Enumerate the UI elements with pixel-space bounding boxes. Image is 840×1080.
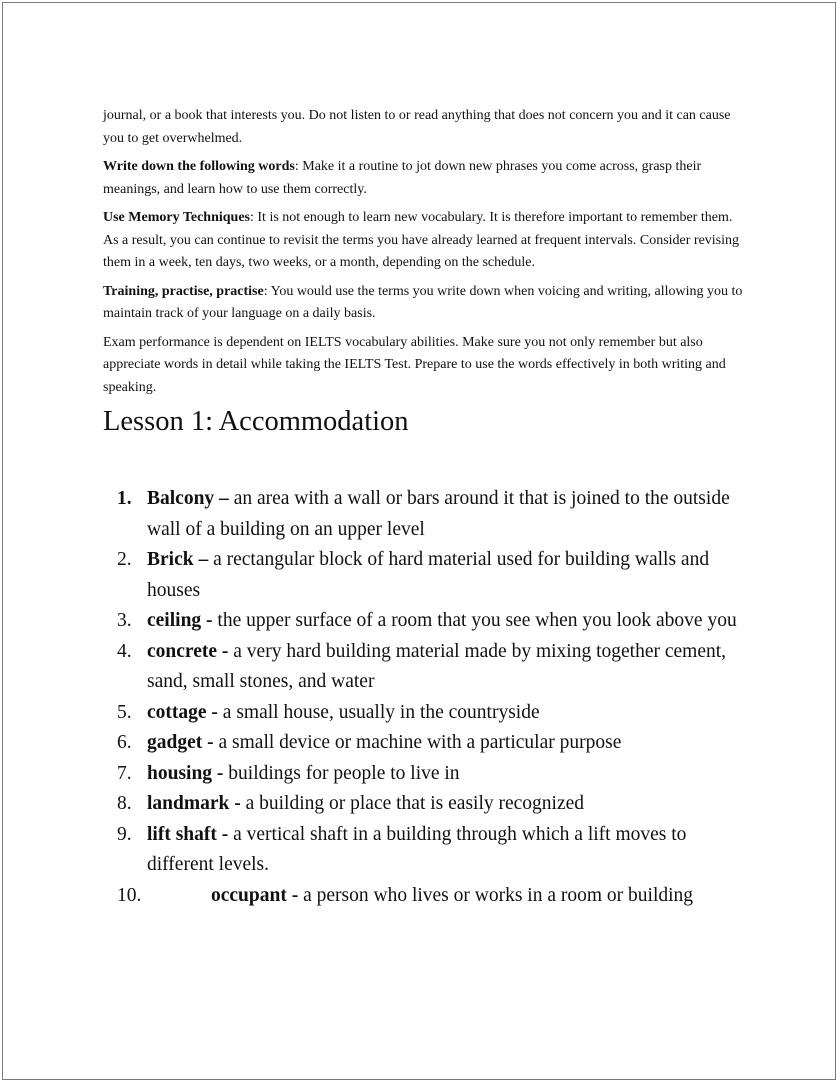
vocabulary-item bbox=[103, 545, 743, 606]
vocabulary-item bbox=[103, 820, 743, 881]
page-content bbox=[103, 105, 743, 911]
vocabulary-list bbox=[103, 484, 743, 911]
vocabulary-item bbox=[103, 484, 743, 545]
tip-memory-techniques bbox=[103, 207, 743, 275]
vocabulary-definition: an area with a wall or bars around it that is joined to the outside wall of a building on an upper level bbox=[147, 488, 730, 540]
vocabulary-item bbox=[103, 728, 743, 759]
item-number: 10. bbox=[117, 884, 142, 906]
document-page bbox=[2, 2, 836, 1080]
lesson-title: Lesson 1: Accommodation bbox=[103, 406, 409, 437]
vocabulary-definition: a small device or machine with a particular purpose bbox=[213, 732, 622, 753]
vocabulary-term: gadget - bbox=[147, 732, 214, 753]
vocabulary-term: landmark - bbox=[147, 793, 241, 814]
vocabulary-item bbox=[103, 881, 743, 912]
tip-text: : Make it a routine to jot down new phrases you come across, grasp their meanings, and learn how to use them correctly. bbox=[103, 159, 702, 197]
vocabulary-term: Brick – bbox=[147, 549, 209, 570]
paragraph-text: journal, or a book that interests you. Do not listen to or read anything that does not concern you and it can cause you to get overwhelmed. bbox=[103, 108, 731, 146]
vocabulary-term: occupant - bbox=[211, 884, 299, 906]
tip-text: : It is not enough to learn new vocabulary. It is therefore important to remember them. As a result, you can continue to revisit the terms you have already learned at frequent intervals. Consider revising them in a week, ten days, two weeks, or a month, depending on the schedule. bbox=[103, 210, 740, 270]
vocabulary-item bbox=[103, 606, 743, 637]
vocabulary-definition: buildings for people to live in bbox=[223, 762, 460, 784]
vocabulary-definition: a vertical shaft in a building through which a lift moves to different levels. bbox=[147, 823, 687, 875]
vocabulary-definition: a rectangular block of hard material used for building walls and houses bbox=[147, 549, 710, 601]
vocabulary-term: ceiling - bbox=[147, 610, 213, 631]
tip-term: Use Memory Techniques bbox=[103, 210, 250, 225]
vocabulary-term: Balcony – bbox=[147, 488, 229, 509]
tip-write-down bbox=[103, 156, 743, 201]
vocabulary-term: housing - bbox=[147, 762, 224, 784]
vocabulary-item bbox=[103, 759, 743, 790]
tip-term: Training, practise, practise bbox=[103, 283, 264, 299]
item-number: 2. bbox=[117, 549, 132, 570]
item-number: 9. bbox=[117, 823, 132, 845]
item-number: 4. bbox=[117, 640, 132, 662]
item-number: 5. bbox=[117, 701, 132, 723]
vocabulary-item bbox=[103, 637, 743, 698]
item-number: 1. bbox=[117, 488, 132, 509]
paragraph-exam-performance bbox=[103, 332, 743, 400]
item-number: 7. bbox=[117, 762, 132, 784]
vocabulary-term: concrete - bbox=[147, 640, 229, 662]
tip-term: Write down the following words bbox=[103, 159, 295, 174]
vocabulary-item bbox=[103, 789, 743, 820]
item-number: 6. bbox=[117, 732, 132, 753]
paragraph-intro-continued bbox=[103, 105, 743, 150]
vocabulary-definition: a small house, usually in the countryside bbox=[217, 701, 540, 723]
tip-text: : You would use the terms you write down when voicing and writing, allowing you to maintain track of your language on a daily basis. bbox=[103, 283, 743, 321]
vocabulary-term: lift shaft - bbox=[147, 823, 229, 845]
vocabulary-item bbox=[103, 698, 743, 729]
paragraph-text: Exam performance is dependent on IELTS vocabulary abilities. Make sure you not only remember but also appreciate words in detail while taking the IELTS Test. Prepare to use the words effectively in both writing and speaking. bbox=[103, 334, 726, 395]
item-number: 8. bbox=[117, 793, 132, 814]
item-number: 3. bbox=[117, 610, 132, 631]
vocabulary-definition: a very hard building material made by mixing together cement, sand, small stones, and water bbox=[147, 640, 727, 692]
vocabulary-definition: a building or place that is easily recognized bbox=[240, 793, 585, 814]
vocabulary-definition: the upper surface of a room that you see when you look above you bbox=[212, 610, 737, 631]
vocabulary-definition: a person who lives or works in a room or building bbox=[298, 884, 694, 906]
vocabulary-term: cottage - bbox=[147, 701, 218, 723]
tip-training bbox=[103, 281, 743, 326]
